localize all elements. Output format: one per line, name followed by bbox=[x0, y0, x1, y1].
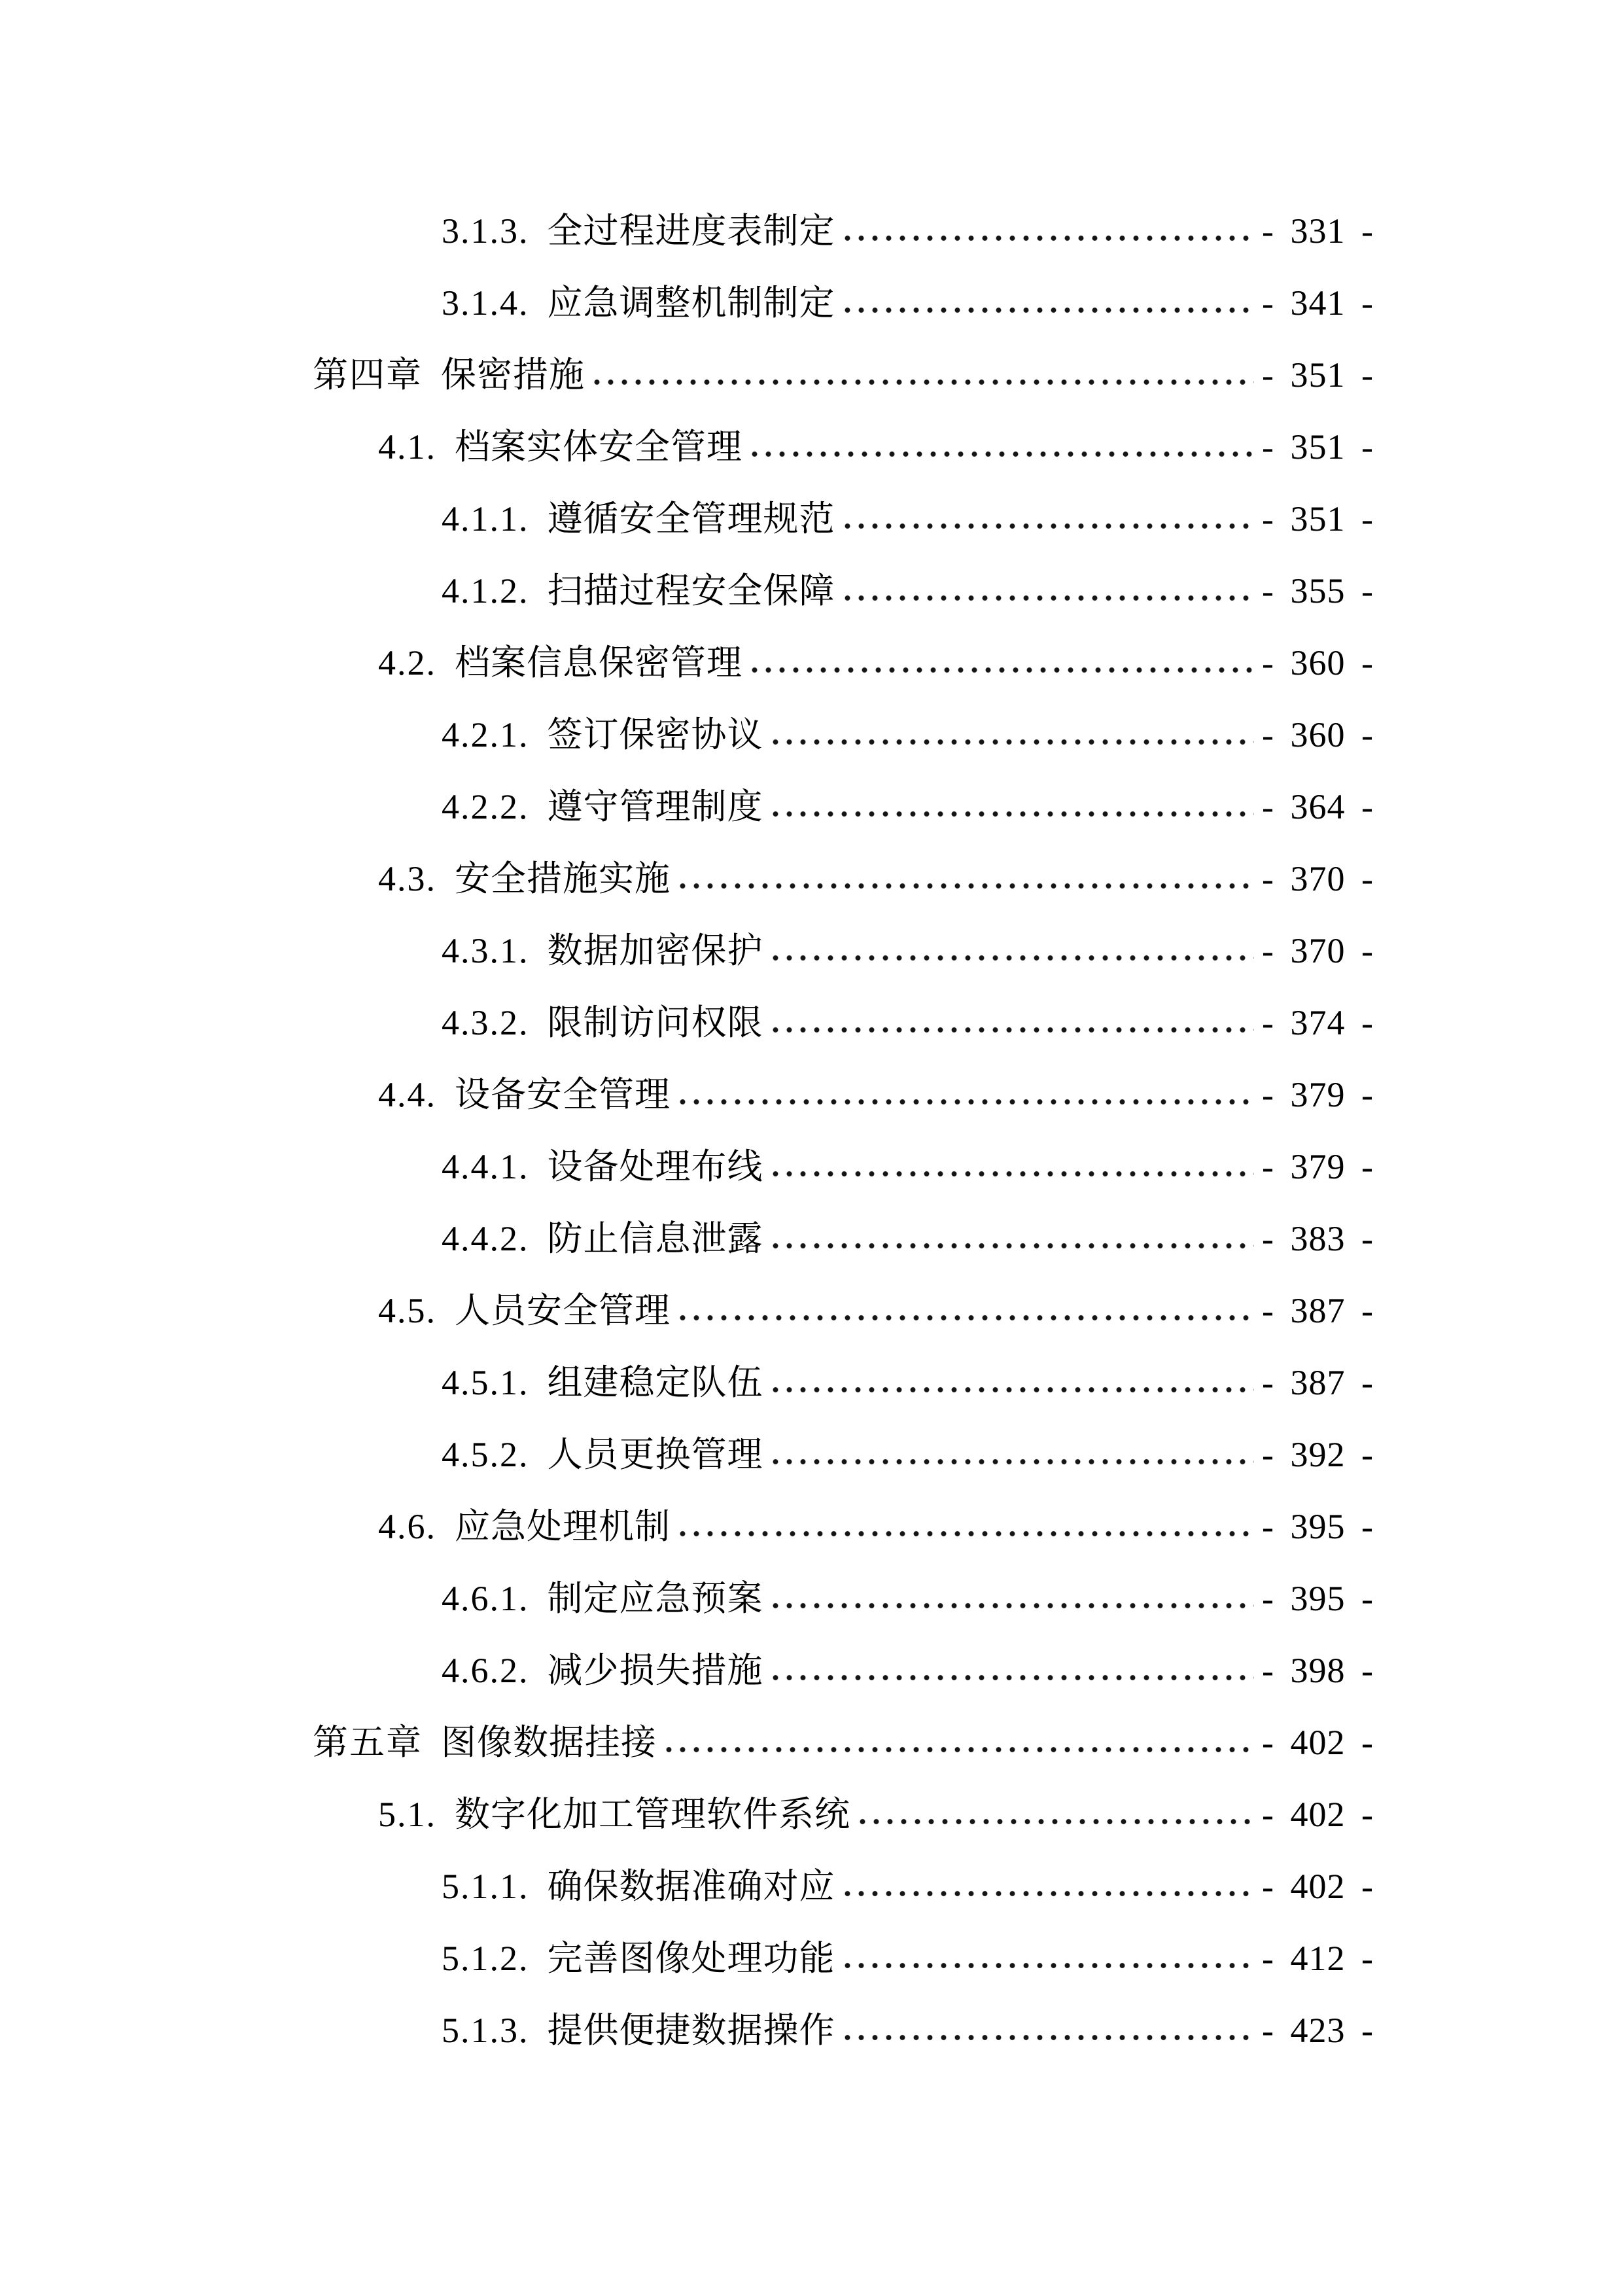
toc-entry-number: 5.1.3. bbox=[442, 2011, 529, 2050]
toc-entry-chapter[interactable] bbox=[313, 1706, 1374, 1778]
toc-entry-page: - 331 - bbox=[1262, 211, 1374, 251]
dot-leader bbox=[676, 881, 1254, 891]
toc-entry-number: 4.5. bbox=[378, 1291, 436, 1330]
toc-entry-subsection[interactable] bbox=[313, 1850, 1374, 1922]
toc-entry-title: 数据加密保护 bbox=[547, 931, 763, 970]
toc-entry-page: - 379 - bbox=[1262, 1075, 1374, 1114]
toc-entry-title: 应急处理机制 bbox=[455, 1507, 671, 1546]
toc-entry-subsection[interactable] bbox=[313, 699, 1374, 771]
toc-entry-page: - 379 - bbox=[1262, 1147, 1374, 1186]
toc-entry-subsection[interactable] bbox=[313, 1419, 1374, 1491]
dot-leader bbox=[769, 737, 1255, 747]
toc-entry-number: 3.1.4. bbox=[442, 283, 529, 323]
toc-entry-title: 应急调整机制制定 bbox=[547, 283, 835, 323]
dot-leader bbox=[590, 378, 1254, 387]
toc-entry-number: 4.4.2. bbox=[442, 1219, 529, 1258]
toc-entry-title: 完善图像处理功能 bbox=[547, 1939, 835, 1978]
toc-entry-number: 4.3. bbox=[378, 859, 436, 898]
dot-leader bbox=[841, 1889, 1255, 1898]
toc-entry-title: 人员安全管理 bbox=[455, 1291, 671, 1330]
toc-entry-number: 4.1.1. bbox=[442, 499, 529, 539]
dot-leader bbox=[841, 593, 1255, 603]
dot-leader bbox=[769, 1169, 1255, 1178]
toc-entry-subsection[interactable] bbox=[313, 915, 1374, 987]
dot-leader bbox=[769, 1385, 1255, 1394]
dot-leader bbox=[841, 306, 1255, 315]
dot-leader bbox=[769, 1025, 1255, 1034]
toc-entry-title: 设备安全管理 bbox=[455, 1075, 671, 1114]
toc-entry-number: 4.6.1. bbox=[442, 1579, 529, 1618]
dot-leader bbox=[676, 1097, 1254, 1106]
toc-entry-number: 4.1.2. bbox=[442, 571, 529, 610]
toc-entry-page: - 351 - bbox=[1262, 355, 1374, 395]
toc-entry-page: - 364 - bbox=[1262, 787, 1374, 826]
toc-entry-number: 4.4. bbox=[378, 1075, 436, 1114]
toc-entry-page: - 398 - bbox=[1262, 1651, 1374, 1690]
toc-entry-title: 提供便捷数据操作 bbox=[547, 2011, 835, 2050]
toc-entry-number: 4.3.1. bbox=[442, 931, 529, 970]
toc-entry-page: - 423 - bbox=[1262, 2011, 1374, 2050]
dot-leader bbox=[769, 1601, 1255, 1610]
toc-entry-number: 5.1.2. bbox=[442, 1939, 529, 1978]
toc-entry-title: 遵守管理制度 bbox=[547, 787, 763, 826]
toc-entry-number: 5.1. bbox=[378, 1795, 436, 1834]
toc-entry-title: 安全措施实施 bbox=[455, 859, 671, 898]
toc-entry-title: 扫描过程安全保障 bbox=[547, 571, 835, 610]
toc-entry-page: - 370 - bbox=[1262, 859, 1374, 898]
toc-entry-title: 人员更换管理 bbox=[547, 1435, 763, 1474]
toc-entry-page: - 387 - bbox=[1262, 1363, 1374, 1402]
dot-leader bbox=[769, 1457, 1255, 1466]
toc-entry-number: 4.1. bbox=[378, 427, 436, 467]
toc-entry-number: 5.1.1. bbox=[442, 1867, 529, 1906]
toc-entry-page: - 374 - bbox=[1262, 1003, 1374, 1042]
toc-entry-section[interactable] bbox=[313, 843, 1374, 915]
toc-entry-chapter[interactable] bbox=[313, 339, 1374, 411]
toc-entry-page: - 355 - bbox=[1262, 571, 1374, 610]
toc-entry-page: - 351 - bbox=[1262, 427, 1374, 467]
toc-entry-title: 限制访问权限 bbox=[547, 1003, 763, 1042]
toc-entry-title: 签订保密协议 bbox=[547, 715, 763, 754]
toc-entry-page: - 360 - bbox=[1262, 643, 1374, 682]
toc-entry-subsection[interactable] bbox=[313, 267, 1374, 339]
toc-entry-page: - 392 - bbox=[1262, 1435, 1374, 1474]
dot-leader bbox=[748, 665, 1254, 675]
toc-entry-section[interactable] bbox=[313, 1778, 1374, 1850]
toc-entry-page: - 387 - bbox=[1262, 1291, 1374, 1330]
toc-entry-number: 第四章 bbox=[313, 355, 423, 395]
toc-entry-number: 4.5.1. bbox=[442, 1363, 529, 1402]
toc-entry-section[interactable] bbox=[313, 1059, 1374, 1131]
toc-entry-subsection[interactable] bbox=[313, 483, 1374, 555]
dot-leader bbox=[676, 1529, 1254, 1538]
toc-entry-subsection[interactable] bbox=[313, 1634, 1374, 1706]
toc-entry-page: - 402 - bbox=[1262, 1795, 1374, 1834]
toc-entry-page: - 395 - bbox=[1262, 1507, 1374, 1546]
toc-entry-title: 保密措施 bbox=[441, 355, 585, 395]
toc-entry-subsection[interactable] bbox=[313, 555, 1374, 627]
toc-entry-title: 制定应急预案 bbox=[547, 1579, 763, 1618]
toc-entry-number: 4.6. bbox=[378, 1507, 436, 1546]
dot-leader bbox=[841, 1961, 1255, 1970]
toc-entry-page: - 370 - bbox=[1262, 931, 1374, 970]
toc-entry-title: 设备处理布线 bbox=[547, 1147, 763, 1186]
toc-entry-subsection[interactable] bbox=[313, 771, 1374, 843]
toc-entry-title: 组建稳定队伍 bbox=[547, 1363, 763, 1402]
dot-leader bbox=[769, 809, 1255, 819]
toc-entry-number: 第五章 bbox=[313, 1723, 423, 1762]
toc-entry-section[interactable] bbox=[313, 1491, 1374, 1563]
toc-entry-title: 减少损失措施 bbox=[547, 1651, 763, 1690]
dot-leader bbox=[841, 521, 1255, 531]
toc-entry-title: 数字化加工管理软件系统 bbox=[455, 1795, 850, 1834]
toc-entry-number: 4.2.2. bbox=[442, 787, 529, 826]
toc-entry-subsection[interactable] bbox=[313, 987, 1374, 1059]
dot-leader bbox=[676, 1313, 1254, 1322]
toc-entry-number: 4.6.2. bbox=[442, 1651, 529, 1690]
toc-entry-subsection[interactable] bbox=[313, 1563, 1374, 1634]
toc-entry-page: - 360 - bbox=[1262, 715, 1374, 754]
toc-entry-page: - 412 - bbox=[1262, 1939, 1374, 1978]
toc-entry-number: 4.2. bbox=[378, 643, 436, 682]
toc-entry-title: 防止信息泄露 bbox=[547, 1219, 763, 1258]
toc-entry-subsection[interactable] bbox=[313, 1922, 1374, 1994]
dot-leader bbox=[769, 1241, 1255, 1250]
dot-leader bbox=[748, 450, 1254, 459]
toc-entry-subsection[interactable] bbox=[313, 1347, 1374, 1419]
toc-entry-number: 4.5.2. bbox=[442, 1435, 529, 1474]
toc-entry-page: - 402 - bbox=[1262, 1867, 1374, 1906]
dot-leader bbox=[841, 234, 1255, 243]
dot-leader bbox=[856, 1817, 1254, 1826]
toc-entry-subsection[interactable] bbox=[313, 1203, 1374, 1275]
toc-entry-section[interactable] bbox=[313, 627, 1374, 699]
toc-entry-number: 3.1.3. bbox=[442, 211, 529, 251]
toc-entry-page: - 383 - bbox=[1262, 1219, 1374, 1258]
table-of-contents bbox=[313, 195, 1374, 2066]
toc-entry-page: - 351 - bbox=[1262, 499, 1374, 539]
toc-entry-section[interactable] bbox=[313, 411, 1374, 483]
dot-leader bbox=[769, 953, 1255, 963]
toc-entry-title: 档案信息保密管理 bbox=[455, 643, 742, 682]
dot-leader bbox=[769, 1673, 1255, 1682]
toc-entry-section[interactable] bbox=[313, 1275, 1374, 1347]
toc-entry-title: 全过程进度表制定 bbox=[547, 211, 835, 251]
toc-entry-subsection[interactable] bbox=[313, 195, 1374, 267]
dot-leader bbox=[662, 1745, 1254, 1754]
toc-entry-page: - 402 - bbox=[1262, 1723, 1374, 1762]
toc-entry-number: 4.2.1. bbox=[442, 715, 529, 754]
toc-entry-number: 4.3.2. bbox=[442, 1003, 529, 1042]
toc-entry-page: - 395 - bbox=[1262, 1579, 1374, 1618]
toc-entry-page: - 341 - bbox=[1262, 283, 1374, 323]
toc-entry-title: 档案实体安全管理 bbox=[455, 427, 742, 467]
dot-leader bbox=[841, 2033, 1255, 2042]
toc-entry-title: 确保数据准确对应 bbox=[547, 1867, 835, 1906]
toc-entry-title: 遵循安全管理规范 bbox=[547, 499, 835, 539]
toc-entry-title: 图像数据挂接 bbox=[441, 1723, 657, 1762]
toc-entry-subsection[interactable] bbox=[313, 1994, 1374, 2066]
toc-entry-number: 4.4.1. bbox=[442, 1147, 529, 1186]
toc-entry-subsection[interactable] bbox=[313, 1131, 1374, 1203]
